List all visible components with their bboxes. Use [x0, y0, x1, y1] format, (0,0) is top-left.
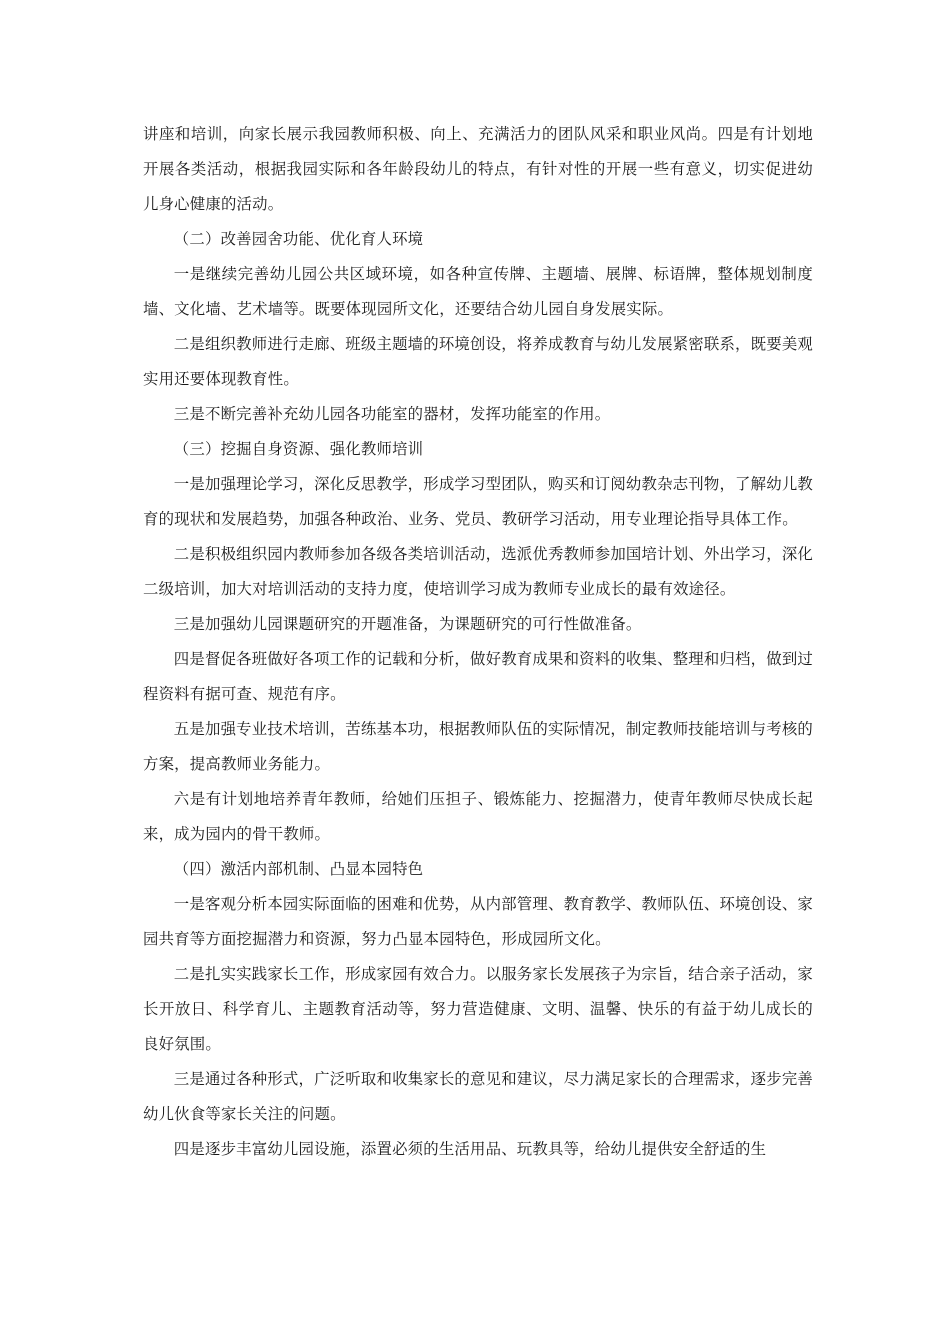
paragraph: 四是逐步丰富幼儿园设施，添置必须的生活用品、玩教具等，给幼儿提供安全舒适的生 — [173, 1140, 767, 1158]
section-heading-3: （三）挖掘自身资源、强化教师培训 — [173, 440, 424, 458]
section-heading-4: （四）激活内部机制、凸显本园特色 — [173, 860, 424, 878]
paragraph: 二是扎实实践家长工作，形成家园有效合力。以服务家长发展孩子为宗旨，结合亲子活动，家长开放日、科学育儿、主题教育活动等，努力营造健康、文明、温馨、快乐的有益于幼儿成长的良好氛围。 — [143, 965, 814, 1053]
document-body — [143, 117, 813, 1167]
section-heading-2: （二）改善园舍功能、优化育人环境 — [173, 230, 424, 248]
paragraph: 五是加强专业技术培训，苦练基本功，根据教师队伍的实际情况，制定教师技能培训与考核的方案，提高教师业务能力。 — [143, 720, 814, 773]
paragraph: 一是客观分析本园实际面临的困难和优势，从内部管理、教育教学、教师队伍、环境创设、家园共育等方面挖掘潜力和资源，努力凸显本园特色，形成园所文化。 — [143, 895, 814, 948]
paragraph: 四是督促各班做好各项工作的记载和分析，做好教育成果和资料的收集、整理和归档，做到过程资料有据可查、规范有序。 — [143, 650, 814, 703]
paragraph: 一是继续完善幼儿园公共区域环境，如各种宣传牌、主题墙、展牌、标语牌，整体规划制度墙、文化墙、艺术墙等。既要体现园所文化，还要结合幼儿园自身发展实际。 — [143, 265, 813, 318]
paragraph: 三是通过各种形式，广泛听取和收集家长的意见和建议，尽力满足家长的合理需求，逐步完善幼儿伙食等家长关注的问题。 — [143, 1070, 814, 1123]
paragraph: 六是有计划地培养青年教师，给她们压担子、锻炼能力、挖掘潜力，使青年教师尽快成长起来，成为园内的骨干教师。 — [143, 790, 813, 843]
paragraph: 三是不断完善补充幼儿园各功能室的器材，发挥功能室的作用。 — [173, 405, 611, 423]
paragraph: 三是加强幼儿园课题研究的开题准备，为课题研究的可行性做准备。 — [173, 615, 642, 633]
paragraph: 二是积极组织园内教师参加各级各类培训活动，选派优秀教师参加国培计划、外出学习，深化二级培训，加大对培训活动的支持力度，使培训学习成为教师专业成长的最有效途径。 — [143, 545, 814, 598]
paragraph: 二是组织教师进行走廊、班级主题墙的环境创设，将养成教育与幼儿发展紧密联系，既要美观实用还要体现教育性。 — [143, 335, 814, 388]
paragraph-continued: 讲座和培训，向家长展示我园教师积极、向上、充满活力的团队风采和职业风尚。四是有计划地开展各类活动，根据我园实际和各年龄段幼儿的特点，有针对性的开展一些有意义，切实促进幼儿身心健康的活动。 — [143, 125, 813, 213]
paragraph: 一是加强理论学习，深化反思教学，形成学习型团队，购买和订阅幼教杂志刊物，了解幼儿教育的现状和发展趋势，加强各种政治、业务、党员、教研学习活动，用专业理论指导具体工作。 — [143, 475, 814, 528]
